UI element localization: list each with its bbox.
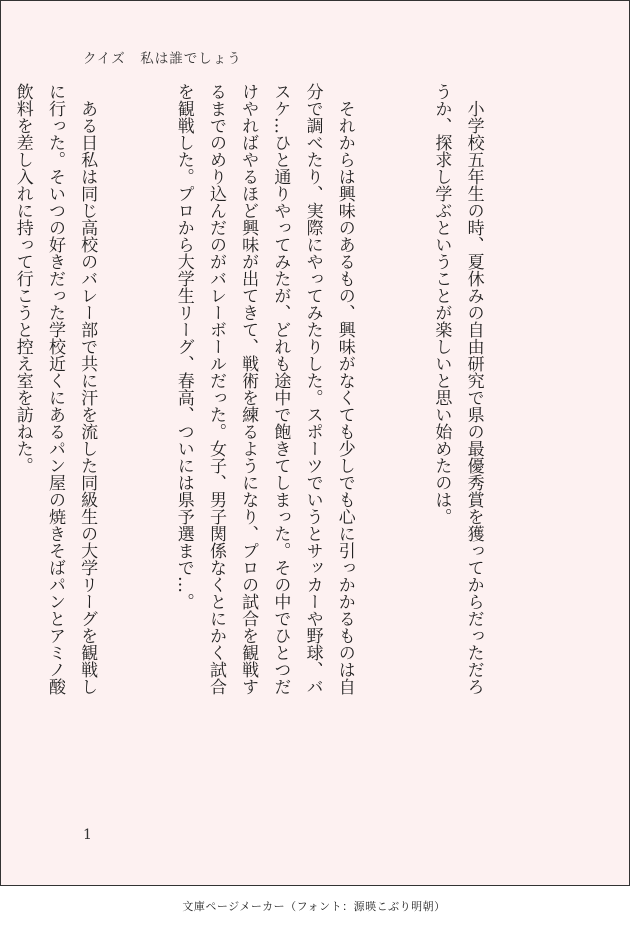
page-number: 1 <box>83 827 92 843</box>
paragraph: 小学校五年生の時、夏休みの自由研究で県の最優秀賞を獲ってからだっただろ うか、探求し学ぶということが楽しいと思い始めたのは。 <box>431 83 484 695</box>
paragraph: ある日私は同じ高校のバレー部で共に汗を流した同級生の大学リーグを観戦し に行った。そいつの好きだった学校近くにあるパン屋の焼きそばパンとアミノ酸 飲料を差し入れに持って行こうと控え室を訪ねた。 <box>12 83 98 695</box>
footer-credit: 文庫ページメーカー（フォント：源暎こぶり明朝） <box>182 900 446 913</box>
vertical-text-body <box>0 83 554 773</box>
page-header-title: クイズ 私は誰でしょう <box>83 51 242 67</box>
paragraph: それからは興味のあるもの、興味がなくても少しでも心に引っかかるものは自 分で調べたり、実際にやってみたりした。スポーツでいうとサッカーや野球、バ スケ…ひと通りやってみたが、どれも途中で飽きてしまった。その中でひとつだ けやればやるほど興味が出てきて、戦術を練るようになり、プロの試合を観戦す るまでのめり込んだのがバレーボールだった。女子、男子関係なくとにかく試合 を観戦した。プロから大学生リーグ、春高、ついには県予選まで…。 <box>173 83 355 695</box>
